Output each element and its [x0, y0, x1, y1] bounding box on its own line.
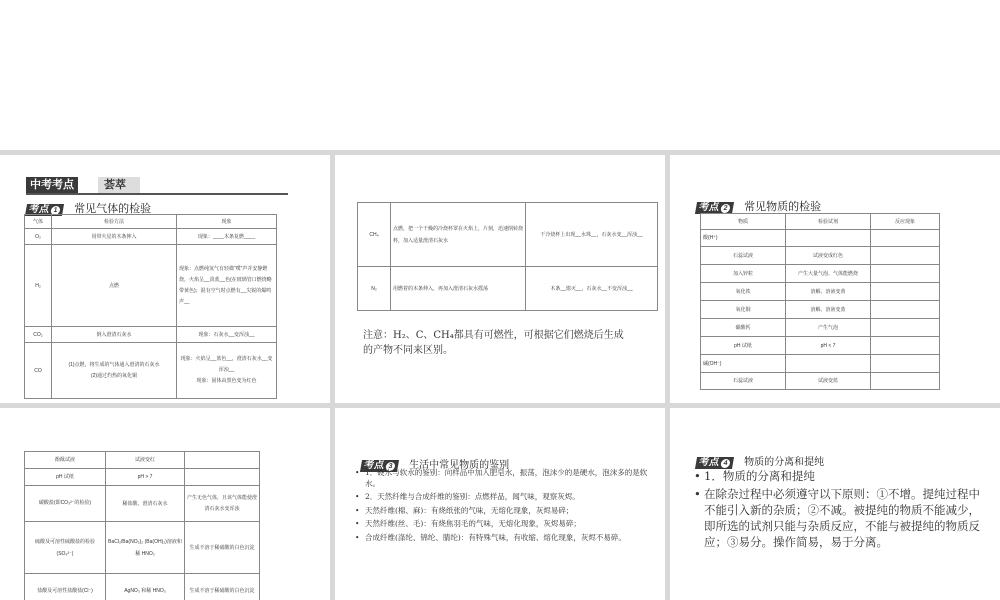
- table-cell: [871, 373, 940, 390]
- col-header: 检验试剂: [786, 214, 871, 230]
- table-cell: [871, 355, 940, 373]
- table-cell: 稀盐酸、澄清石灰水: [106, 486, 185, 522]
- table-cell: [871, 247, 940, 265]
- table-cell: 溶解、溶液变黄: [786, 283, 871, 301]
- section-heading-2: [696, 195, 821, 214]
- section-title: 生活中常见物质的鉴别: [409, 460, 510, 471]
- table-cell: 现象：点燃纯氢气有轻微“噗”声并安静燃烧，火焰呈__淡蓝__色(在玻璃管口燃烧略带黄色)；混有空气时点燃有__尖锐的爆鸣声__: [177, 245, 277, 327]
- cell-line: 现象：固体由黑色变为红色: [196, 378, 257, 384]
- table-cell: 生成不溶于稀硝酸的白色沉淀: [185, 574, 260, 600]
- list-item: • 合成纤维(涤纶、锦纶、腈纶)：有特殊气味，有收缩、熔化现象，灰烬不易碎。: [355, 533, 655, 544]
- table-cell: 碱(OH⁻): [701, 355, 786, 373]
- slide-1[interactable]: [0, 155, 330, 403]
- table-cell: CO: [25, 343, 52, 399]
- section-title: 物质的分离和提纯: [744, 457, 825, 468]
- table-cell: O₂: [25, 229, 52, 245]
- identification-list: [355, 468, 655, 543]
- section-title: 常见物质的检验: [744, 200, 822, 213]
- gas-test-table-continued: [357, 202, 658, 311]
- table-cell: pH < 7: [786, 337, 871, 355]
- table-cell: 点燃: [52, 245, 177, 327]
- table-cell: [185, 452, 260, 469]
- list-item: • 2．天然纤维与合成纤维的鉴别：点燃样品，闻气味，观察灰烬。: [355, 492, 655, 503]
- table-cell: [871, 319, 940, 337]
- slide-4[interactable]: [0, 408, 330, 600]
- table-cell: AgNO₃ 和稀 HNO₃: [106, 574, 185, 600]
- banner: [26, 177, 288, 195]
- table-cell: H₂: [25, 245, 52, 327]
- cell-line: 现象：火焰呈__蓝色__，澄清石灰水__变浑浊__: [180, 356, 273, 373]
- col-header: 物质: [701, 214, 786, 230]
- list-item: • 1．硬水与软水的鉴别：向样品中加入肥皂水，振荡，泡沫少的是硬水，泡沫多的是软水。: [355, 468, 655, 489]
- section-heading-4: [696, 450, 824, 469]
- list-item: • 天然纤维(丝、毛)：有烧焦羽毛的气味，无熔化现象，灰烬易碎；: [355, 519, 655, 530]
- table-cell: 木条__熄灭__，石灰水__不变浑浊__: [526, 267, 658, 311]
- table-cell: [871, 265, 940, 283]
- substance-test-table: [700, 213, 940, 390]
- table-cell: 干冷烧杯上出现__水珠__，石灰水变__浑浊__: [526, 203, 658, 267]
- table-cell: 试液变成红色: [786, 247, 871, 265]
- table-cell: 氧化铁: [701, 283, 786, 301]
- ion-test-table: [24, 451, 260, 600]
- table-cell: 产生气泡: [786, 319, 871, 337]
- table-cell: 生成不溶于稀硝酸的白色沉淀: [185, 522, 260, 574]
- topic-badge: 考点 2: [695, 202, 734, 214]
- table-cell: 产生无色气体，且该气体能使澄清石灰水变浑浊: [185, 486, 260, 522]
- table-cell: 现象：石灰水__变浑浊__: [177, 327, 277, 343]
- banner-label-b: 荟萃: [98, 177, 140, 193]
- topic-badge: 考点 3: [360, 460, 399, 472]
- slide-6[interactable]: [670, 408, 1000, 600]
- table-cell: CO₂: [25, 327, 52, 343]
- col-header: 现象: [177, 215, 277, 229]
- table-cell: 用带火星的木条伸入: [52, 229, 177, 245]
- table-cell: [871, 283, 940, 301]
- table-cell: CH₄: [358, 203, 391, 267]
- table-cell: 石蕊试液: [701, 373, 786, 390]
- table-cell: 试液变蓝: [786, 373, 871, 390]
- list-item: • 在除杂过程中必须遵守以下原则：①不增。提纯过程中不能引入新的杂质；②不减。被提纯的物质不能减少，即所选的试剂只能与杂质反应，不能与被提纯的物质反应；③易分。操作简易，易于分离。: [694, 486, 988, 550]
- table-cell: [185, 469, 260, 486]
- table-cell: BaCl₂/Ba(NO₃)₂ (Ba(OH)₂)溶液和稀 HNO₃: [106, 522, 185, 574]
- table-cell: pH > 7: [106, 469, 185, 486]
- table-cell: [177, 343, 277, 399]
- slide-3[interactable]: [670, 155, 1000, 403]
- separation-list: [694, 468, 988, 550]
- table-cell: [786, 230, 871, 247]
- table-cell: 点燃，把一个干燥的冷烧杯罩在火焰上，片刻，迅速倒转烧杯，加入适量澄清石灰水: [391, 203, 526, 267]
- note-text: 注意：H₂、C、CH₄都具有可燃性，可根据它们燃烧后生成的产物不同来区别。: [363, 330, 624, 356]
- table-cell: 加入锌粒: [701, 265, 786, 283]
- table-cell: 产生大量气泡、气体能燃烧: [786, 265, 871, 283]
- cell-line: (1)点燃，将生成的气体通入澄清的石灰水: [68, 361, 160, 368]
- table-cell: 碳酸盐(即CO₃²⁻的检验): [25, 486, 106, 522]
- list-item: • 1．物质的分离和提纯: [694, 468, 988, 484]
- gas-test-table: [24, 214, 277, 399]
- table-cell: 酸(H⁺): [701, 230, 786, 247]
- table-cell: 石蕊试液: [701, 247, 786, 265]
- slide-2[interactable]: [335, 155, 665, 403]
- col-header: 反应现象: [871, 214, 940, 230]
- table-cell: [786, 355, 871, 373]
- topic-badge: 考点 1: [25, 204, 64, 216]
- table-cell: 用燃着的木条伸入，再加入澄清石灰水摇荡: [391, 267, 526, 311]
- table-cell: 盐酸及可溶性盐酸盐(Cl⁻): [25, 574, 106, 600]
- table-cell: pH 试纸: [25, 469, 106, 486]
- list-item: • 天然纤维(棉、麻)：有烧纸张的气味，无熔化现象，灰烬易碎；: [355, 506, 655, 517]
- table-cell: [871, 230, 940, 247]
- table-cell: 试液变红: [106, 452, 185, 469]
- table-cell: 氧化铜: [701, 301, 786, 319]
- table-cell: 现象：____木条复燃____: [177, 229, 277, 245]
- col-header: 检验方法: [52, 215, 177, 229]
- table-cell: [871, 301, 940, 319]
- table-cell: 硫酸及可溶性硫酸盐的检验(SO₄²⁻): [25, 522, 106, 574]
- table-cell: pH 试纸: [701, 337, 786, 355]
- table-cell: 溶解、溶液变蓝: [786, 301, 871, 319]
- topic-badge: 考点 4: [695, 457, 734, 469]
- table-cell: 碳酸钙: [701, 319, 786, 337]
- section-title: 常见气体的检验: [74, 202, 152, 215]
- table-cell: 酚酞试液: [25, 452, 106, 469]
- col-header: 气体: [25, 215, 52, 229]
- table-cell: 倒入澄清石灰水: [52, 327, 177, 343]
- table-cell: N₂: [358, 267, 391, 311]
- banner-label-a: 中考考点: [26, 177, 78, 193]
- cell-line: (2)通过灼热的氧化铜: [90, 372, 138, 379]
- table-cell: [52, 343, 177, 399]
- table-cell: [871, 337, 940, 355]
- slide-5[interactable]: [335, 408, 665, 600]
